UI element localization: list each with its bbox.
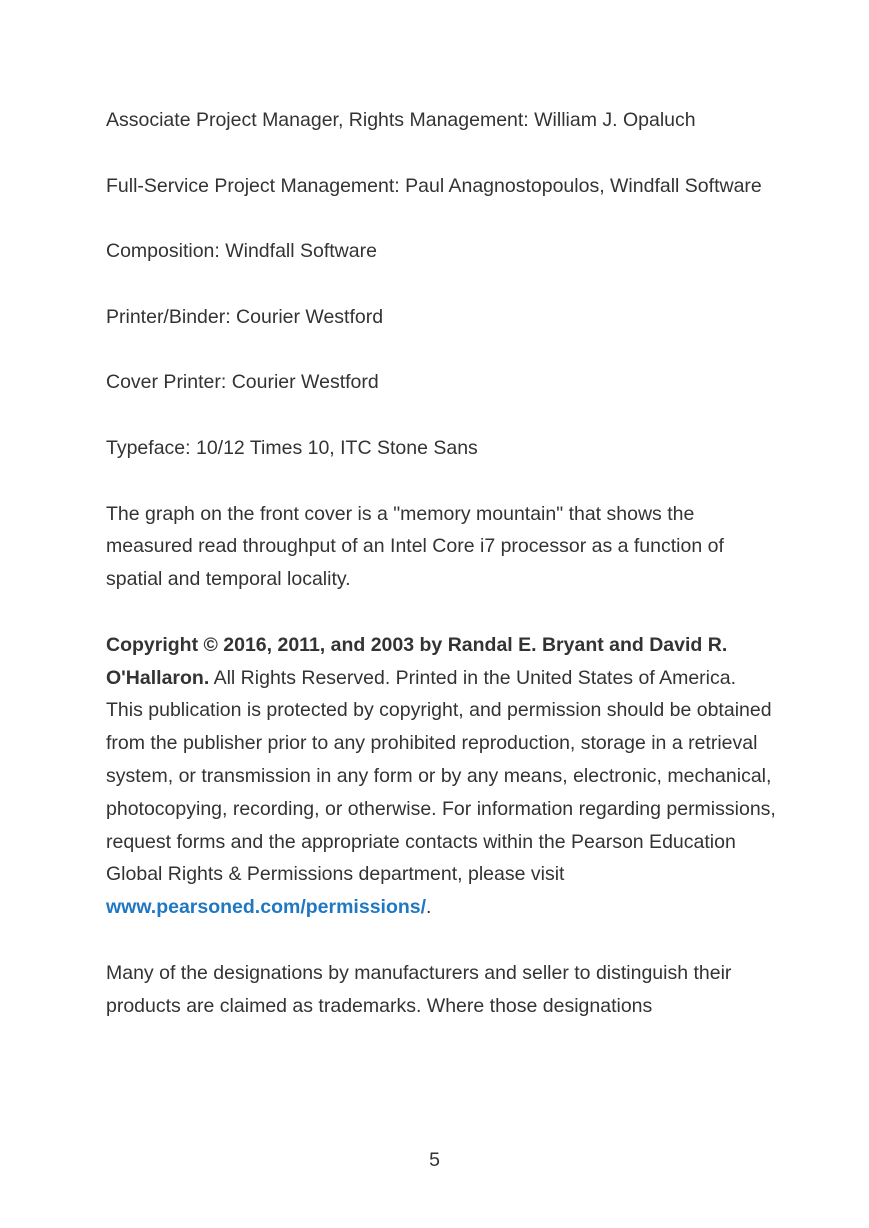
credit-cover-printer: Cover Printer: Courier Westford	[106, 371, 379, 394]
credit-rights-management: Associate Project Manager, Rights Management: William J. Opaluch	[106, 109, 696, 131]
cover-note: The graph on the front cover is a "memory mountain" that shows the measured read throughput of an Intel Core i7 processor as a function of spatial and temporal locality.	[106, 502, 724, 591]
copyright-body: All Rights Reserved. Printed in the United States of America. This publication is protected by copyright, and permission should be obtained from the publisher prior to any prohibited reproduction, storage in a retrieval system, or transmission in any form or by any means, electronic, mechanical, photocopying, recording, or otherwise. For information regarding permissions, request forms and the appropriate contacts within the Pearson Education Global Rights & Permissions department, please visit	[106, 666, 776, 886]
credit-printer-binder: Printer/Binder: Courier Westford	[106, 305, 384, 328]
copyright-statement: Copyright © 2016, 2011, and 2003 by Randal E. Bryant and David R. O'Hallaron.	[106, 633, 728, 689]
page-number: 5	[429, 1149, 440, 1171]
credit-composition: Composition: Windfall Software	[106, 240, 377, 263]
credit-typeface: Typeface: 10/12 Times 10, ITC Stone Sans	[106, 436, 478, 459]
copyright-trailing: .	[426, 896, 432, 919]
credit-project-management: Full-Service Project Management: Paul Anagnostopoulos, Windfall Software	[106, 174, 762, 197]
permissions-link[interactable]: www.pearsoned.com/permissions/	[106, 896, 427, 919]
copyright-paragraph	[106, 629, 776, 924]
trademarks-paragraph: Many of the designations by manufacturers and seller to distinguish their products are claimed as trademarks. Where those designations	[106, 961, 732, 1017]
page-content	[106, 104, 776, 1055]
